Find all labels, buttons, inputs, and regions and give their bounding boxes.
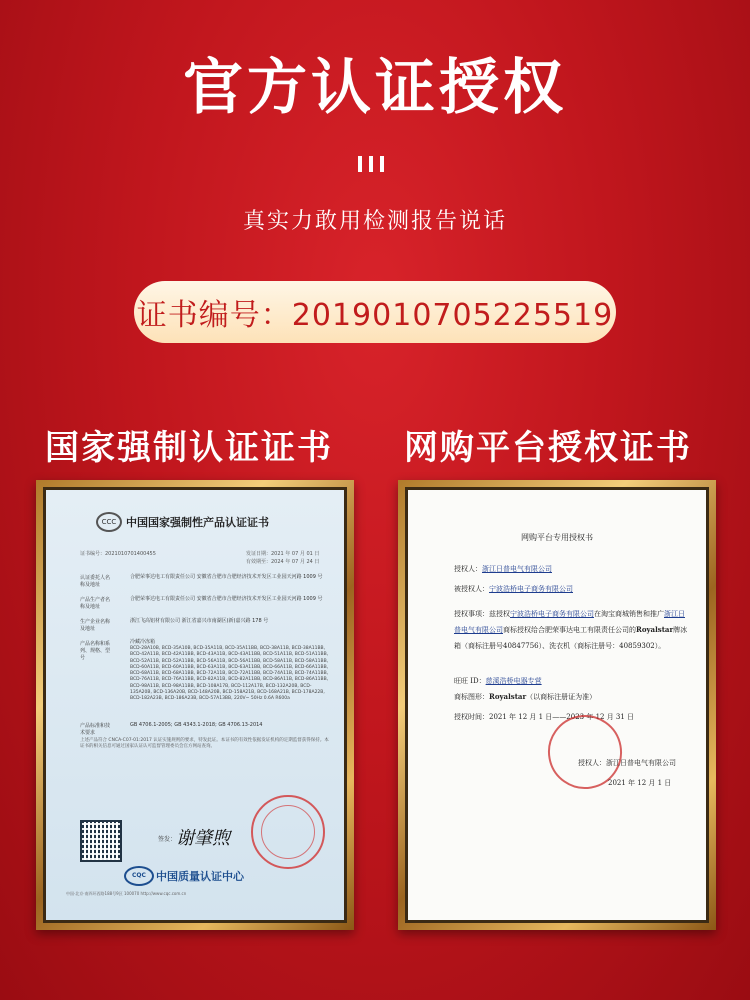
ccc-cert-no: 证书编号：2021010701400455 xyxy=(80,551,156,557)
divider-bars xyxy=(358,156,398,172)
shop-value: 慈溪浩桥电器专营 xyxy=(485,677,542,685)
page-subtitle: 真实力敢用检测报告说话 xyxy=(242,209,507,234)
ccc-row-label: 生产企业名称及地址 xyxy=(80,619,111,632)
ccc-product-label: 产品名称和系列、规格、型号 xyxy=(80,641,111,661)
auth-period: 授权时间：2021 年 12 月 1 日——2023 年 12 月 31 日 xyxy=(454,713,635,721)
authorizer-label: 授权人： xyxy=(454,565,482,573)
auth-certificate xyxy=(408,490,706,920)
frame-inner xyxy=(43,487,347,923)
sign-label: 授权人： xyxy=(578,759,606,767)
left-section-heading: 国家强制认证证书 xyxy=(45,428,333,468)
ccc-row-value: 浙江飞高铝材有限公司 浙江省嘉兴市南湖区(新)嘉兴路 178 号 xyxy=(130,618,269,624)
frame-inner xyxy=(405,487,709,923)
auth-body xyxy=(454,606,690,654)
ccc-row-value: 合肥荣事达电工有限责任公司 安徽省合肥市合肥经济技术开发区工业园天河路 1009 号 xyxy=(130,574,323,580)
brand-label: 商标图形： xyxy=(454,693,489,701)
body-authorizer: 浙江日普电气有限公司 xyxy=(454,610,685,634)
shop-line xyxy=(454,676,542,686)
right-section-heading: 网购平台授权证书 xyxy=(404,428,692,468)
ccc-row-value: 合肥荣事达电工有限责任公司 安徽省合肥市合肥经济技术开发区工业园天河路 1009 号 xyxy=(130,596,323,602)
sign-line xyxy=(578,758,676,768)
grantee-line xyxy=(454,584,573,594)
ccc-standard: GB 4706.1-2005; GB 4343.1-2018; GB 4706.13-2014 xyxy=(130,722,263,728)
ccc-product-name: 冷藏冷冻箱 xyxy=(130,639,156,645)
ccc-certificate-frame xyxy=(36,480,354,930)
brand-line xyxy=(454,692,596,702)
ccc-certificate xyxy=(46,490,344,920)
auth-certificate-frame xyxy=(398,480,716,930)
signature: 谢肇煦 xyxy=(176,828,230,849)
brand-note: （以商标注册证为准） xyxy=(526,693,597,701)
ccc-row-label: 产品生产者名称及地址 xyxy=(80,597,111,610)
shop-label: 旺旺 ID： xyxy=(454,677,486,685)
brand-name: Royalstar xyxy=(636,625,674,634)
cqc-logo: CQC xyxy=(124,866,154,886)
brand-logo-text: Royalstar xyxy=(489,692,527,701)
body-text: 商标授权给合肥荣事达电工有限责任公司的 xyxy=(503,626,636,634)
ccc-title: 中国国家强制性产品认证证书 xyxy=(126,516,269,529)
ccc-valid-date: 有效期至：2024 年 07 月 24 日 xyxy=(246,559,320,565)
body-text: 授权事项：兹授权 xyxy=(454,610,510,618)
grantee-value: 宁波浩桥电子商务有限公司 xyxy=(489,585,573,593)
grantee-label: 被授权人： xyxy=(454,585,489,593)
ccc-model-list: BCD-28A10B, BCD-35A10B, BCD-35A11B, BCD-35A11BB, BCD-38A11B, BCD-38A11BB, BCD-42A11B, BCD-42A11BB, BCD-43A11B, BCD-43A11BB, BCD-51A11B, BCD-51A11BB, BCD-52A11B, BCD-52A11BB, BCD-56A11B, BCD-56A11BB, BCD-58A11B, BCD-58A11BB, BCD-60A11B, BCD-60A11BB, BCD-63A11B, BCD-63A11BB, BCD-66A11B, BCD-66A11BB, BCD-68A11B, BCD-68A11BB, BCD-72A11B, BCD-72A11BB, BCD-74A11B, BCD-74A11BB, BCD-76A11B, BCD-76A11BB, BCD-82A11B, BCD-82A11BB, BCD-86A11B, BCD-86A11BB, BCD-98A11B, BCD-98A11BB, BCD-108A17B, BCD-112A17B, BCD-132A20B, BCD-135A20B, BCD-136A20B, BCD-148A20B, BCD-158A21B, BCD-168A21B, BCD-178A22B, BCD-182A23B, BCD-186A23B, BCD-57A13BB, 220V~ 50Hz 0.6A R600a xyxy=(130,646,329,702)
signature-label: 签发： xyxy=(158,836,177,843)
body-text: 在淘宝商城销售和推广 xyxy=(594,610,664,618)
sign-company: 浙江日普电气有限公司 xyxy=(606,759,676,767)
page-title: 官方认证授权 xyxy=(183,53,567,123)
ccc-footer: 中国·北京·南四环西路188号9区 100070 http://www.cqc.com.cn xyxy=(66,891,187,896)
body-text: 牌冰箱（商标注册号40847756）、洗衣机（商标注册号：40859302）。 xyxy=(454,626,688,650)
body-grantee: 宁波浩桥电子商务有限公司 xyxy=(510,610,594,618)
issuer-name: 中国质量认证中心 xyxy=(156,870,244,883)
auth-title: 网购平台专用授权书 xyxy=(521,533,593,542)
official-seal xyxy=(251,795,325,869)
ccc-row-label: 认证委托人名称及地址 xyxy=(80,575,111,588)
sign-date: 2021 年 12 月 1 日 xyxy=(608,779,672,787)
ccc-standard-label: 产品标准和技术要求 xyxy=(80,723,111,736)
ccc-notes: 上述产品符合 CNCA-C07-01:2017 认证实施规则的要求，特发此证。本证书的有效性依据发证机构的定期监督获得保持。本证书的相关信息可通过国家认证认可监督管理委员会官方网站查询。 xyxy=(80,738,329,750)
ccc-issue-date: 发证日期：2021 年 07 月 01 日 xyxy=(246,551,320,557)
authorizer-value: 浙江日普电气有限公司 xyxy=(482,565,552,573)
ccc-logo: CCC xyxy=(96,512,122,532)
cert-number-pill: 证书编号：2019010705225519 xyxy=(134,281,616,343)
authorizer-line xyxy=(454,564,552,574)
qr-code xyxy=(80,820,122,862)
